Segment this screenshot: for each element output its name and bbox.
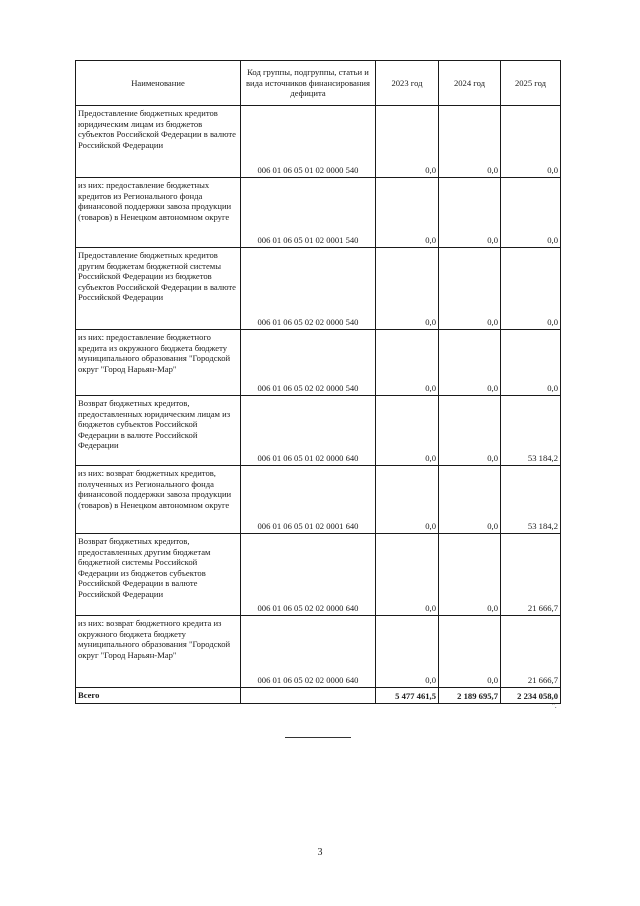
section-divider bbox=[285, 737, 351, 738]
table-row bbox=[76, 534, 561, 616]
header-name: Наименование bbox=[76, 61, 241, 106]
header-2023: 2023 год bbox=[376, 61, 439, 106]
row-value-2024: 0,0 bbox=[439, 466, 501, 534]
total-value-2025: 2 234 058,0 bbox=[501, 688, 561, 704]
row-code: 006 01 06 05 02 02 0000 640 bbox=[241, 616, 376, 688]
row-value-2024: 0,0 bbox=[439, 330, 501, 396]
row-name: из них: предоставление бюджетных кредитов из Регионального фонда финансовой поддержки завоза продукции (товаров) в Ненецком автономном округе bbox=[76, 178, 241, 248]
row-code: 006 01 06 05 02 02 0000 540 bbox=[241, 330, 376, 396]
header-2025: 2025 год bbox=[501, 61, 561, 106]
header-code: Код группы, подгруппы, статьи и вида источников финансирования дефицита bbox=[241, 61, 376, 106]
row-value-2023: 0,0 bbox=[376, 616, 439, 688]
row-value-2023: 0,0 bbox=[376, 466, 439, 534]
budget-sources-table bbox=[75, 60, 561, 704]
table-row bbox=[76, 248, 561, 330]
table-row bbox=[76, 616, 561, 688]
row-code: 006 01 06 05 01 02 0001 640 bbox=[241, 466, 376, 534]
total-label: Всего bbox=[76, 688, 241, 704]
row-value-2023: 0,0 bbox=[376, 106, 439, 178]
row-value-2025: 53 184,2 bbox=[501, 396, 561, 466]
table-row bbox=[76, 396, 561, 466]
row-value-2025: 53 184,2 bbox=[501, 466, 561, 534]
row-value-2025: 0,0 bbox=[501, 106, 561, 178]
row-value-2025: 21 666,7 bbox=[501, 534, 561, 616]
row-name: Предоставление бюджетных кредитов другим бюджетам бюджетной системы Российской Федерации из бюджетов субъектов Российской Федерации в валюте Российской Федерации bbox=[76, 248, 241, 330]
row-value-2025: 0,0 bbox=[501, 330, 561, 396]
row-name: из них: возврат бюджетных кредитов, полученных из Регионального фонда финансовой поддержки завоза продукции (товаров) в Ненецком автономном округе bbox=[76, 466, 241, 534]
row-name: Возврат бюджетных кредитов, предоставленных юридическим лицам из бюджетов субъектов Российской Федерации в валюте Российской Федерации bbox=[76, 396, 241, 466]
row-code: 006 01 06 05 01 02 0000 640 bbox=[241, 396, 376, 466]
table-row bbox=[76, 178, 561, 248]
row-value-2023: 0,0 bbox=[376, 534, 439, 616]
row-value-2023: 0,0 bbox=[376, 248, 439, 330]
row-name: Предоставление бюджетных кредитов юридическим лицам из бюджетов субъектов Российской Федерации в валюте Российской Федерации bbox=[76, 106, 241, 178]
row-name: Возврат бюджетных кредитов, предоставленных другим бюджетам бюджетной системы Российской Федерации из бюджетов субъектов Российской Федерации в валюте Российской Федерации bbox=[76, 534, 241, 616]
row-name: из них: возврат бюджетного кредита из окружного бюджета бюджету муниципального образования "Городской округ "Город Нарьян-Мар" bbox=[76, 616, 241, 688]
table-row bbox=[76, 330, 561, 396]
header-2024: 2024 год bbox=[439, 61, 501, 106]
row-code: 006 01 06 05 02 02 0000 640 bbox=[241, 534, 376, 616]
row-value-2024: 0,0 bbox=[439, 106, 501, 178]
row-code: 006 01 06 05 02 02 0000 540 bbox=[241, 248, 376, 330]
table-header-row bbox=[76, 61, 561, 106]
row-name: из них: предоставление бюджетного кредита из окружного бюджета бюджету муниципального образования "Городской округ "Город Нарьян-Мар" bbox=[76, 330, 241, 396]
row-value-2025: 0,0 bbox=[501, 178, 561, 248]
total-code bbox=[241, 688, 376, 704]
total-value-2024: 2 189 695,7 bbox=[439, 688, 501, 704]
row-code: 006 01 06 05 01 02 0001 540 bbox=[241, 178, 376, 248]
table-row bbox=[76, 466, 561, 534]
row-value-2024: 0,0 bbox=[439, 534, 501, 616]
row-value-2024: 0,0 bbox=[439, 616, 501, 688]
total-row bbox=[76, 688, 561, 704]
row-value-2025: 0,0 bbox=[501, 248, 561, 330]
row-value-2024: 0,0 bbox=[439, 248, 501, 330]
table-row bbox=[76, 106, 561, 178]
page-number: 3 bbox=[317, 847, 323, 858]
row-value-2025: 21 666,7 bbox=[501, 616, 561, 688]
row-value-2024: 0,0 bbox=[439, 396, 501, 466]
total-value-2023: 5 477 461,5 bbox=[376, 688, 439, 704]
row-code: 006 01 06 05 01 02 0000 540 bbox=[241, 106, 376, 178]
row-value-2024: 0,0 bbox=[439, 178, 501, 248]
row-value-2023: 0,0 bbox=[376, 396, 439, 466]
row-value-2023: 0,0 bbox=[376, 178, 439, 248]
closing-quote-mark: ". bbox=[552, 702, 557, 710]
row-value-2023: 0,0 bbox=[376, 330, 439, 396]
